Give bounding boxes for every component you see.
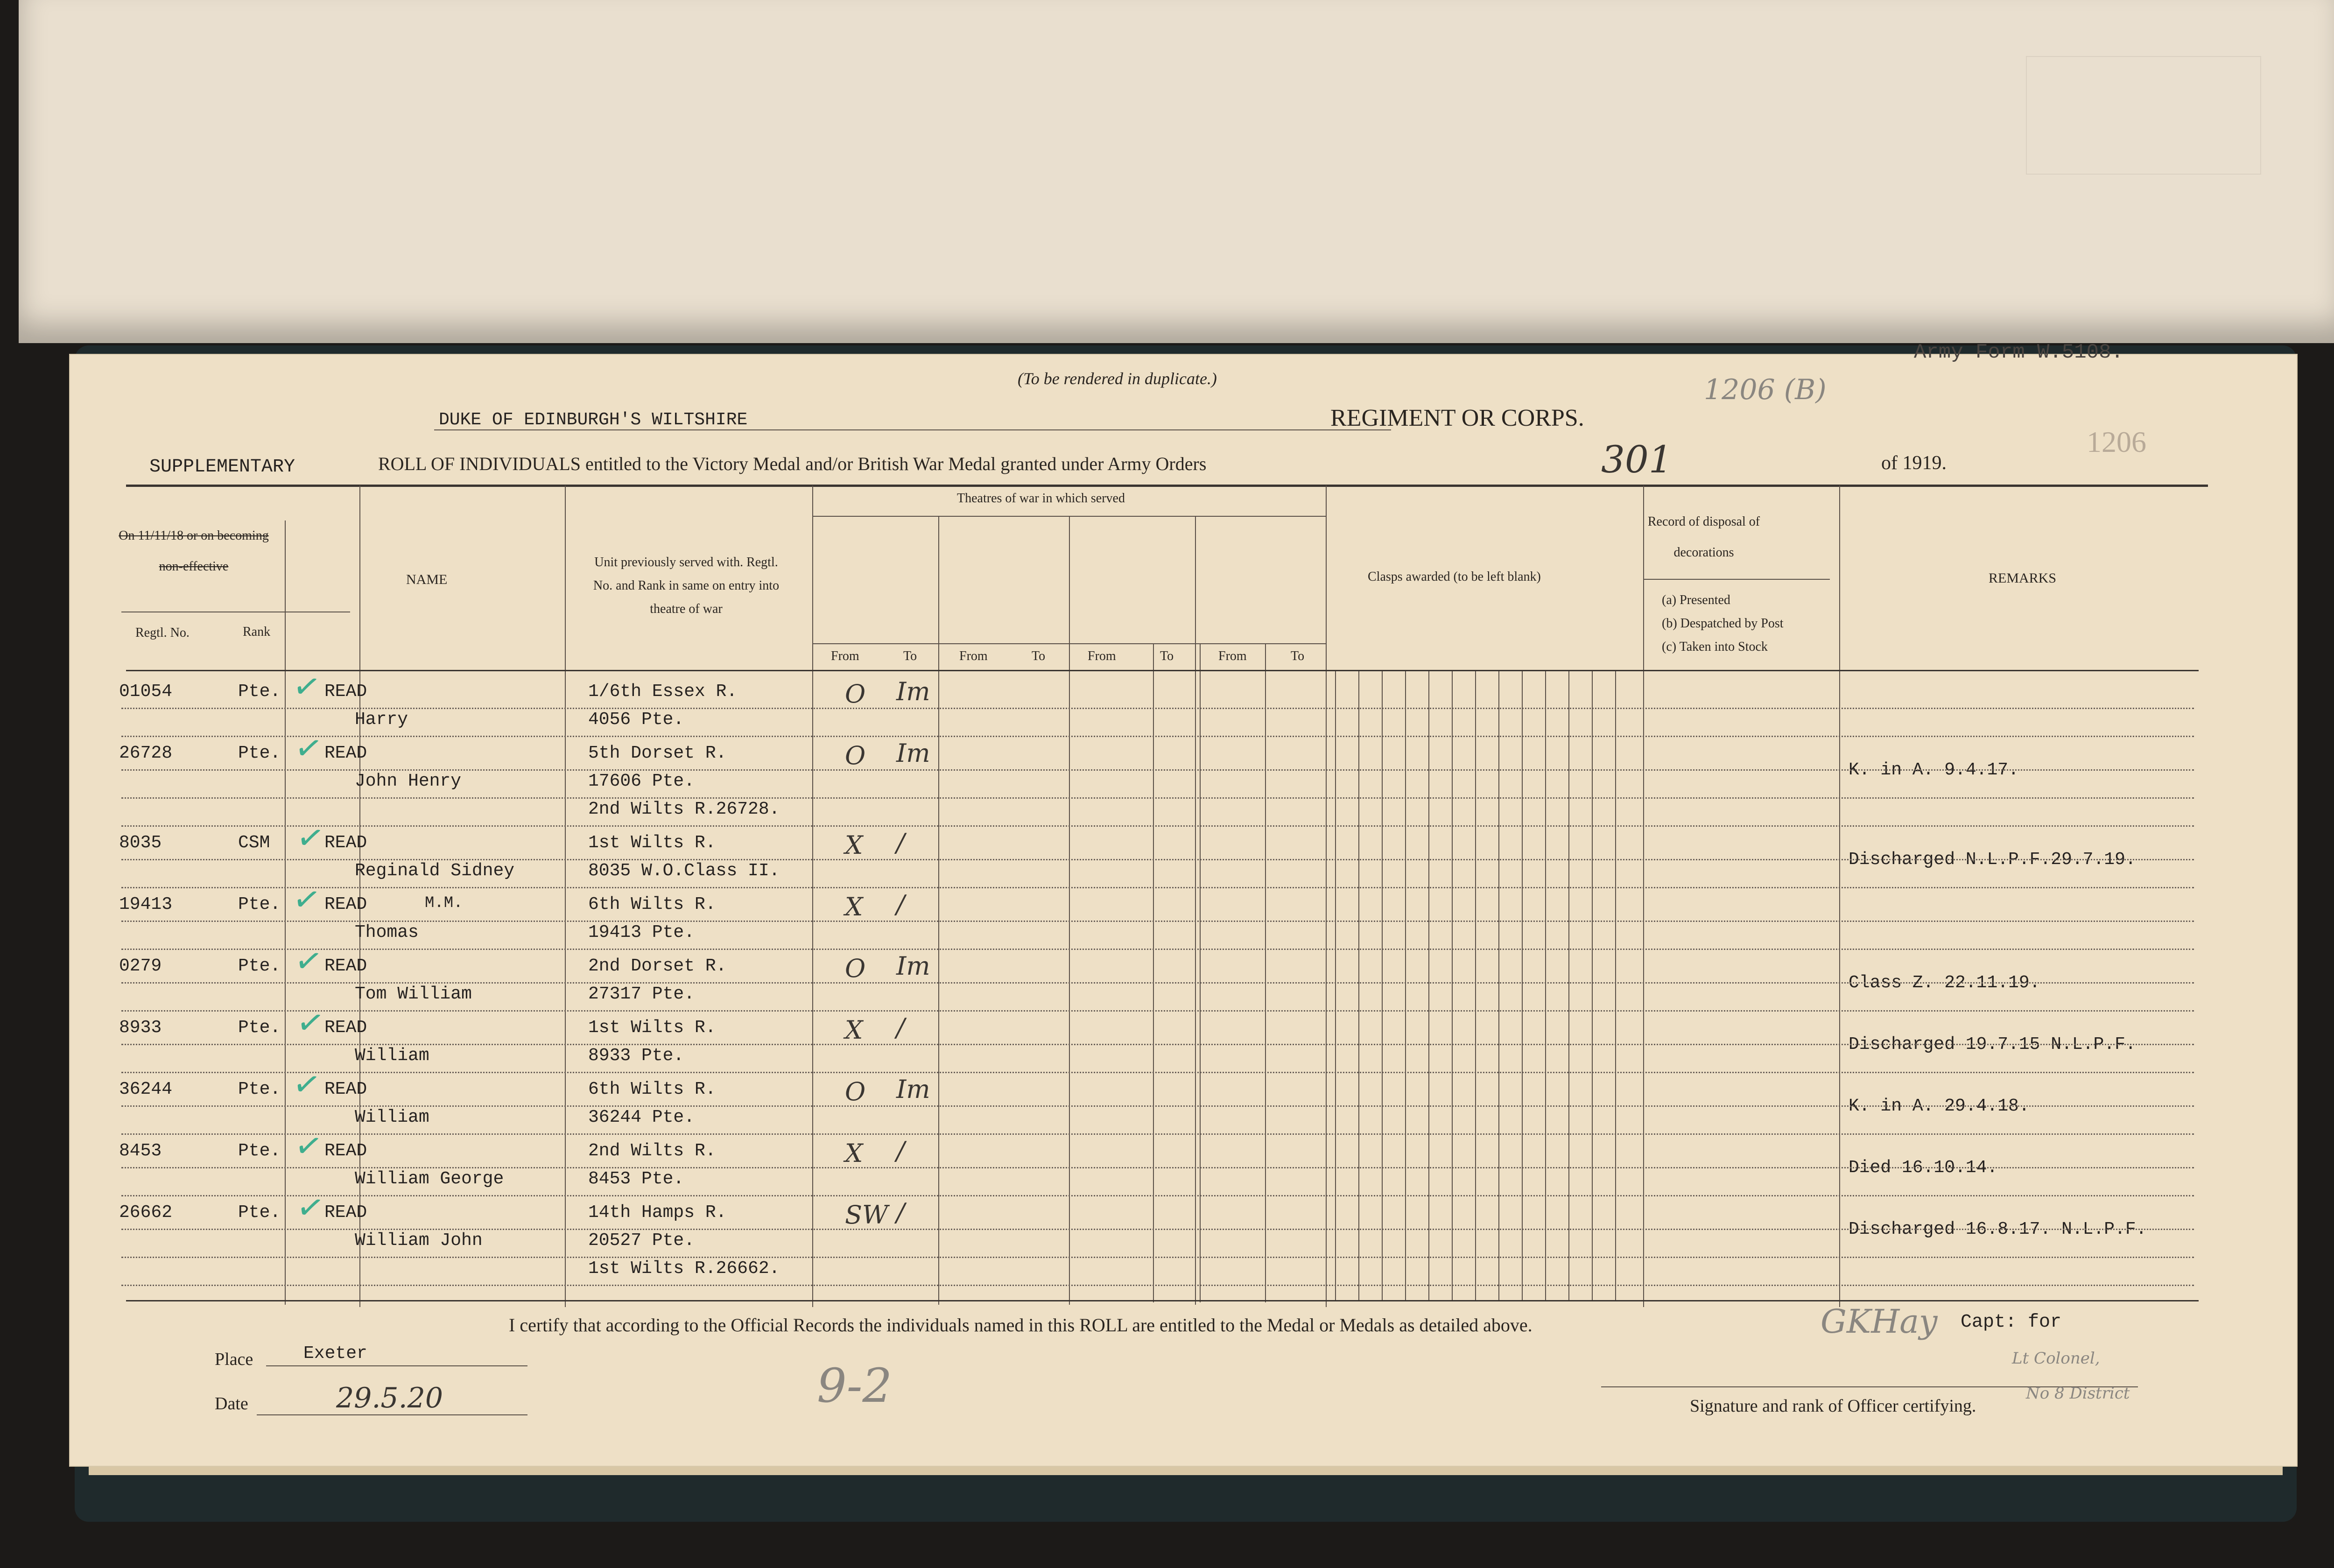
supplementary-label: SUPPLEMENTARY [149, 457, 295, 478]
theatre-to-mark: Im [896, 677, 930, 706]
row-dotted-rule [121, 708, 2194, 709]
table-row [70, 940, 2297, 1012]
row-dotted-rule [121, 1257, 2194, 1258]
table-row [70, 1125, 2297, 1197]
rule-theatre-split [812, 516, 1326, 517]
pencil-reference: 1206 (B) [1704, 373, 1827, 406]
remarks: Died 16.10.14. [1849, 1158, 1998, 1178]
forenames: William John [355, 1230, 483, 1251]
from-label: From [1088, 649, 1116, 663]
unit-line: 2nd Wilts R. [588, 1141, 716, 1161]
rank: Pte. [238, 682, 281, 702]
theatre-to-mark: Im [896, 1075, 930, 1104]
unit-line: 1st Wilts R. [588, 1018, 716, 1038]
from-label: From [831, 649, 859, 663]
theatre-to-mark: Im [896, 951, 930, 981]
theatre-to-mark: / [896, 1013, 905, 1042]
to-label: To [1032, 649, 1046, 663]
table-row [70, 1063, 2297, 1135]
regtl-no: 36244 [119, 1079, 173, 1099]
check-tick: ✓ [292, 727, 326, 770]
row-dotted-rule [121, 982, 2194, 984]
remarks: K. in A. 29.4.18. [1849, 1096, 2030, 1116]
col-record-title: Record of disposal of decorations [1647, 514, 1760, 560]
regtl-no: 8933 [119, 1018, 162, 1038]
row-dotted-rule [121, 921, 2194, 922]
stamped-number: 1206 [2087, 425, 2146, 458]
regtl-no: 8453 [119, 1141, 162, 1161]
army-order-number: 301 [1601, 438, 1673, 481]
surname: READ [324, 956, 367, 976]
place-value: Exeter [303, 1343, 367, 1364]
col-unit-previous: Unit previously served with. Regtl. No. and Rank in same on entry into theatre of war [593, 555, 780, 616]
surname: READ [324, 682, 367, 702]
rank: Pte. [238, 894, 281, 914]
col-remarks: REMARKS [1989, 570, 2057, 586]
unit-line: 14th Hamps R. [588, 1202, 727, 1223]
signature: GKHay [1821, 1302, 1938, 1341]
signature-label: Signature and rank of Officer certifying. [1690, 1396, 1976, 1416]
check-tick: ✓ [292, 940, 326, 983]
to-label: To [1291, 649, 1305, 663]
col-name: NAME [406, 572, 448, 587]
rule-record-split [1643, 579, 1830, 580]
check-tick: ✓ [294, 1186, 328, 1229]
col-effective-note: On 11/11/18 or on becoming non-effective [119, 528, 269, 574]
check-tick: ✓ [290, 665, 324, 708]
theatre-mark: SW [845, 1200, 888, 1230]
table-row [70, 1001, 2297, 1074]
table-row [70, 665, 2297, 738]
date-value: 29.5.20 [336, 1382, 443, 1414]
theatre-mark: O [845, 954, 866, 983]
rank: Pte. [238, 1141, 281, 1161]
capt-for: Capt: for [1961, 1312, 2062, 1333]
to-label: To [1160, 649, 1174, 663]
row-dotted-rule [121, 1195, 2194, 1196]
regtl-no: 26662 [119, 1202, 173, 1223]
regiment-suffix: REGIMENT OR CORPS. [1330, 405, 1584, 431]
from-label: From [959, 649, 988, 663]
regtl-no: 19413 [119, 894, 173, 914]
roll-page [70, 341, 2297, 1466]
row-dotted-rule [121, 1167, 2194, 1168]
table-bottom-rule [126, 1300, 2199, 1301]
rank: Pte. [238, 1018, 281, 1038]
check-tick: ✓ [294, 816, 328, 859]
theatre-mark: X [845, 1139, 863, 1168]
col-record-b: (b) Despatched by Post [1662, 616, 1784, 631]
surname: READ [324, 1079, 367, 1099]
theatre-mark: O [845, 1077, 866, 1106]
check-tick: ✓ [292, 1125, 326, 1167]
table-row [70, 727, 2297, 827]
surname: READ [324, 894, 367, 914]
previous-page [19, 0, 2334, 343]
check-tick: ✓ [294, 1001, 328, 1044]
pencil-note: 9-2 [817, 1358, 893, 1413]
regtl-no: 8035 [119, 833, 162, 853]
roll-title: ROLL OF INDIVIDUALS entitled to the Victory Medal and/or British War Medal granted under Army Orders [378, 453, 1207, 474]
order-year: of 1919. [1881, 452, 1947, 474]
forenames: Harry [355, 710, 408, 730]
regtl-no: 0279 [119, 956, 162, 976]
district: No 8 District [2026, 1384, 2130, 1403]
surname: READ [324, 833, 367, 853]
remarks: Discharged N.L.P.F.29.7.19. [1849, 850, 2136, 870]
faint-stamp-ghost [2026, 56, 2261, 175]
regiment-underline [434, 429, 1391, 430]
theatre-mark: X [845, 892, 863, 921]
theatre-mark: X [845, 1015, 863, 1045]
remarks: Discharged 16.8.17. N.L.P.F. [1849, 1219, 2147, 1239]
place-underline [266, 1365, 527, 1366]
row-dotted-rule [121, 1072, 2194, 1073]
rank: CSM [238, 833, 270, 853]
from-label: From [1218, 649, 1247, 663]
table-row [70, 878, 2297, 950]
surname: READ [324, 743, 367, 763]
regiment-name: DUKE OF EDINBURGH'S WILTSHIRE [439, 410, 748, 430]
forenames: William [355, 1107, 429, 1127]
forenames: William [355, 1046, 429, 1066]
rank: Pte. [238, 743, 281, 763]
officer-rank: Lt Colonel, [2012, 1349, 2100, 1368]
unit-line: 8933 Pte. [588, 1046, 684, 1066]
unit-line: 2nd Wilts R.26728. [588, 799, 780, 819]
remarks: Discharged 19.7.15 N.L.P.F. [1849, 1034, 2136, 1055]
forenames: Thomas [355, 922, 419, 942]
surname: READ [324, 1202, 367, 1223]
row-dotted-rule [121, 859, 2194, 860]
col-record-a: (a) Presented [1662, 593, 1730, 607]
row-dotted-rule [121, 1044, 2194, 1045]
row-dotted-rule [121, 1133, 2194, 1135]
table-row [70, 816, 2297, 889]
header-rule [126, 485, 2208, 487]
theatre-to-mark: / [896, 1136, 905, 1166]
unit-line: 36244 Pte. [588, 1107, 695, 1127]
theatre-to-mark: / [896, 890, 905, 919]
unit-line: 27317 Pte. [588, 984, 695, 1004]
unit-line: 6th Wilts R. [588, 894, 716, 914]
col-theatres: Theatres of war in which served [957, 491, 1125, 506]
row-dotted-rule [121, 769, 2194, 771]
unit-line: 20527 Pte. [588, 1230, 695, 1251]
heading-bottom-rule [126, 670, 2199, 671]
table-row [70, 1186, 2297, 1287]
row-dotted-rule [121, 1229, 2194, 1230]
surname: READ [324, 1141, 367, 1161]
rule-fromto-split [812, 643, 1326, 644]
unit-line: 1st Wilts R. [588, 833, 716, 853]
row-dotted-rule [121, 887, 2194, 888]
unit-line: 5th Dorset R. [588, 743, 727, 763]
rank: Pte. [238, 1079, 281, 1099]
check-tick: ✓ [290, 1063, 324, 1106]
col-regtl-no: Regtl. No. [135, 626, 190, 640]
rank: Pte. [238, 956, 281, 976]
certification-text: I certify that according to the Official Records the individuals named in this ROLL are entitled to the Medal or Medals as detailed above. [509, 1315, 1533, 1336]
unit-line: 8453 Pte. [588, 1169, 684, 1189]
date-underline [257, 1414, 527, 1415]
rank: Pte. [238, 1202, 281, 1223]
row-dotted-rule [121, 797, 2194, 799]
unit-line: 1/6th Essex R. [588, 682, 738, 702]
theatre-mark: O [845, 741, 866, 770]
row-dotted-rule [121, 736, 2194, 737]
place-label: Place [215, 1350, 253, 1369]
unit-line: 4056 Pte. [588, 710, 684, 730]
row-dotted-rule [121, 1105, 2194, 1107]
unit-line: 2nd Dorset R. [588, 956, 727, 976]
unit-line: 6th Wilts R. [588, 1079, 716, 1099]
regtl-no: 01054 [119, 682, 173, 702]
to-label: To [903, 649, 917, 663]
forenames: Tom William [355, 984, 472, 1004]
remarks: K. in A. 9.4.17. [1849, 760, 2019, 780]
unit-line: 8035 W.O.Class II. [588, 861, 780, 881]
col-clasps: Clasps awarded (to be left blank) [1368, 570, 1541, 584]
form-number: Army Form W.5108. [1914, 341, 2123, 364]
remarks: Class Z. 22.11.19. [1849, 973, 2040, 993]
theatre-mark: X [845, 830, 863, 860]
forenames: Reginald Sidney [355, 861, 515, 881]
row-dotted-rule [121, 825, 2194, 827]
surname: READ [324, 1018, 367, 1038]
theatre-to-mark: Im [896, 738, 930, 768]
row-dotted-rule [121, 1010, 2194, 1012]
col-record-c: (c) Taken into Stock [1662, 640, 1768, 654]
theatre-mark: O [845, 679, 866, 709]
col-rank: Rank [243, 625, 271, 639]
unit-line: 1st Wilts R.26662. [588, 1259, 780, 1279]
row-dotted-rule [121, 1285, 2194, 1286]
decoration: M.M. [425, 894, 463, 912]
row-dotted-rule [121, 949, 2194, 950]
unit-line: 19413 Pte. [588, 922, 695, 942]
forenames: John Henry [355, 771, 462, 791]
check-tick: ✓ [290, 878, 324, 921]
regtl-no: 26728 [119, 743, 173, 763]
theatre-to-mark: / [896, 828, 905, 858]
unit-line: 17606 Pte. [588, 771, 695, 791]
theatre-to-mark: / [896, 1198, 905, 1227]
forenames: William George [355, 1169, 504, 1189]
date-label: Date [215, 1394, 248, 1413]
instruction-text: (To be rendered in duplicate.) [1018, 369, 1217, 388]
